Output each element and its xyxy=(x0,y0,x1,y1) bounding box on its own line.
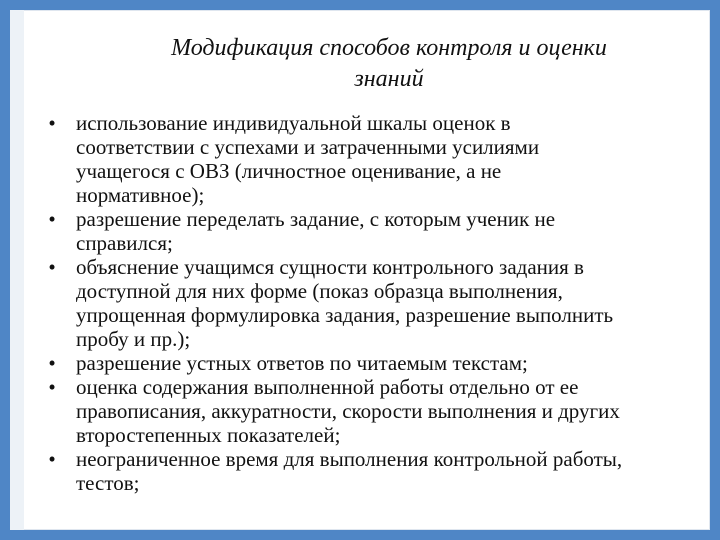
bullet-text-line: неограниченное время для выполнения контрольной работы, xyxy=(76,447,623,471)
bullet-text-line: справился; xyxy=(76,231,173,255)
bullet-text-line: доступной для них форме (показ образца выполнения, xyxy=(76,279,563,303)
bullet-icon: • xyxy=(48,375,56,399)
bullet-icon: • xyxy=(48,351,56,375)
bullet-icon: • xyxy=(48,447,56,471)
bullet-item-content-evaluation xyxy=(43,375,717,447)
bullet-icon: • xyxy=(48,255,56,279)
bullet-text-line: второстепенных показателей; xyxy=(76,423,341,447)
bullet-list xyxy=(43,111,717,495)
bullet-text-line: упрощенная формулировка задания, разрешение выполнить xyxy=(76,303,614,327)
bullet-item-individual-grading-scale xyxy=(43,111,717,207)
bullet-text-line: тестов; xyxy=(76,471,140,495)
bullet-text-line: оценка содержания выполненной работы отдельно от ее xyxy=(76,375,579,399)
bullet-item-unlimited-time xyxy=(43,447,717,495)
bullet-text-line: учащегося с ОВЗ (личностное оценивание, а не xyxy=(76,159,502,183)
bullet-item-task-explanation xyxy=(43,255,717,351)
bullet-icon: • xyxy=(48,111,56,135)
slide-title xyxy=(79,33,699,95)
bullet-text-line: нормативное); xyxy=(76,183,205,207)
bullet-item-oral-answers xyxy=(43,351,717,375)
bullet-text-line: правописания, аккуратности, скорости выполнения и других xyxy=(76,399,620,423)
slide-content xyxy=(10,10,710,530)
bullet-text-line: разрешение устных ответов по читаемым текстам; xyxy=(76,351,528,375)
slide-title-line-2: знаний xyxy=(354,66,424,92)
bullet-icon: • xyxy=(48,207,56,231)
slide-frame xyxy=(10,10,710,530)
bullet-text-line: соответствии с успехами и затраченными усилиями xyxy=(76,135,540,159)
slide-title-line-1: Модификация способов контроля и оценки xyxy=(171,35,607,61)
bullet-text-line: разрешение переделать задание, с которым ученик не xyxy=(76,207,556,231)
bullet-text-line: пробу и пр.); xyxy=(76,327,191,351)
bullet-text-line: использование индивидуальной шкалы оценок в xyxy=(76,111,511,135)
bullet-text-line: объяснение учащимся сущности контрольного задания в xyxy=(76,255,584,279)
bullet-item-redo-task xyxy=(43,207,717,255)
